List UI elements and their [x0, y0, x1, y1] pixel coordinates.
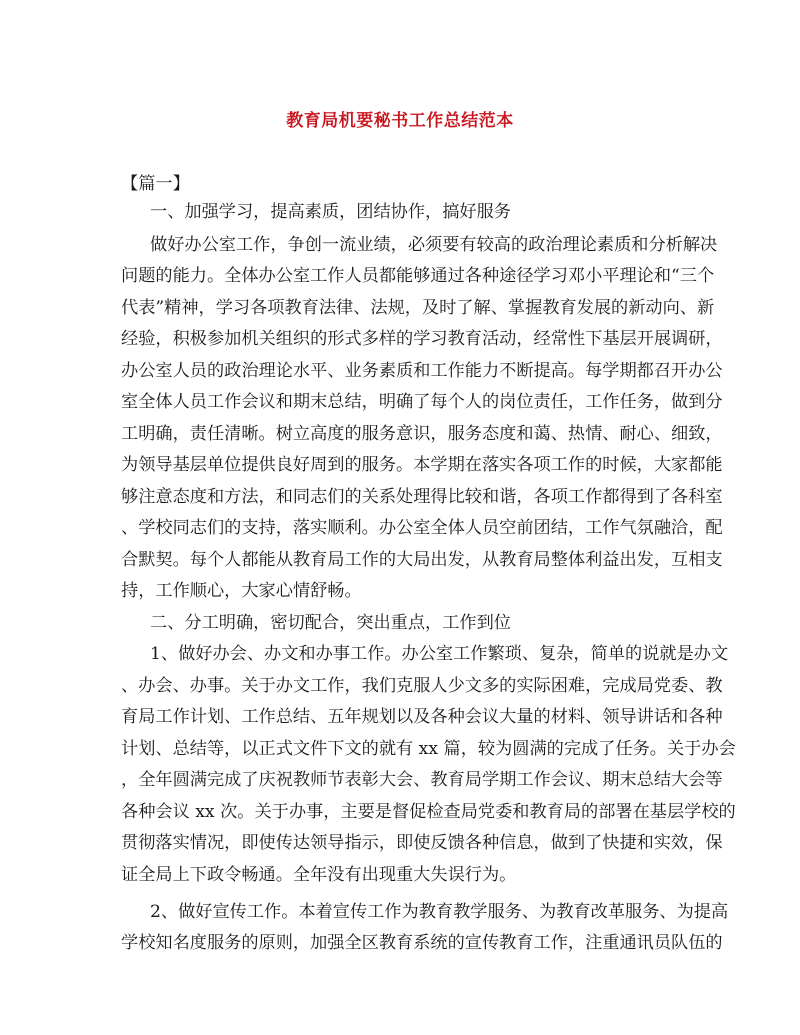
para-2-line: 贯彻落实情况，即使传达领导指示，即使反馈各种信息，做到了快捷和实效，保	[121, 833, 723, 853]
para-1-line: 够注意态度和方法，和同志们的关系处理得比较和谐，各项工作都得到了各科室	[121, 487, 723, 507]
para-3-line: 学校知名度服务的原则，加强全区教育系统的宣传教育工作，注重通讯员队伍的	[121, 933, 723, 953]
para-1-line: 、学校同志们的支持，落实顺利。办公室全体人员空前团结，工作气氛融洽，配	[121, 518, 723, 538]
para-1-line: 问题的能力。全体办公室工作人员都能够通过各种途径学习邓小平理论和“三个	[121, 266, 715, 286]
para-1-line: 办公室人员的政治理论水平、业务素质和工作能力不断提高。每学期都召开办公	[121, 361, 723, 381]
para-1-line: 持，工作顺心，大家心情舒畅。	[121, 581, 362, 601]
para-1-line: 经验，积极参加机关组织的形式多样的学习教育活动，经常性下基层开展调研，	[121, 329, 723, 349]
para-2-line: 1、做好办会、办文和办事工作。办公室工作繁琐、复杂，简单的说就是办文	[150, 644, 729, 664]
para-1-line: 为领导基层单位提供良好周到的服务。本学期在落实各项工作的时候，大家都能	[121, 455, 723, 475]
para-1-line: 做好办公室工作，争创一流业绩，必须要有较高的政治理论素质和分析解决	[150, 235, 718, 255]
section-label: 【篇一】	[121, 174, 190, 194]
para-2-line: 、办会、办事。关于办文工作，我们克服人少文多的实际困难，完成局党委、教	[121, 676, 723, 696]
document-title: 教育局机要秘书工作总结范本	[286, 111, 514, 131]
para-3-line: 2、做好宣传工作。本着宣传工作为教育教学服务、为教育改革服务、为提高	[150, 902, 729, 922]
para-2-line: 育局工作计划、工作总结、五年规划以及各种会议大量的材料、领导讲话和各种	[121, 707, 723, 727]
para-2-line: 各种会议 xx 次。关于办事，主要是督促检查局党委和教育局的部署在基层学校的	[121, 802, 736, 822]
para-1-line: 室全体人员工作会议和期末总结，明确了每个人的岗位责任，工作任务，做到分	[121, 392, 723, 412]
para-1-line: 代表”精神，学习各项教育法律、法规，及时了解、掌握教育发展的新动向、新	[121, 298, 715, 318]
heading-2: 二、分工明确，密切配合，突出重点，工作到位	[150, 613, 511, 633]
para-1-line: 工明确，责任清晰。树立高度的服务意识，服务态度和蔼、热情、耐心、细致，	[121, 424, 723, 444]
heading-1: 一、加强学习，提高素质，团结协作，搞好服务	[150, 202, 511, 222]
para-2-line: ，全年圆满完成了庆祝教师节表彰大会、教育局学期工作会议、期末总结大会等	[121, 770, 723, 790]
para-2-line: 证全局上下政令畅通。全年没有出现重大失误行为。	[121, 865, 517, 885]
para-1-line: 合默契。每个人都能从教育局工作的大局出发，从教育局整体利益出发，互相支	[121, 550, 723, 570]
para-2-line: 计划、总结等，以正式文件下文的就有 xx 篇，较为圆满的完成了任务。关于办会	[121, 739, 736, 759]
